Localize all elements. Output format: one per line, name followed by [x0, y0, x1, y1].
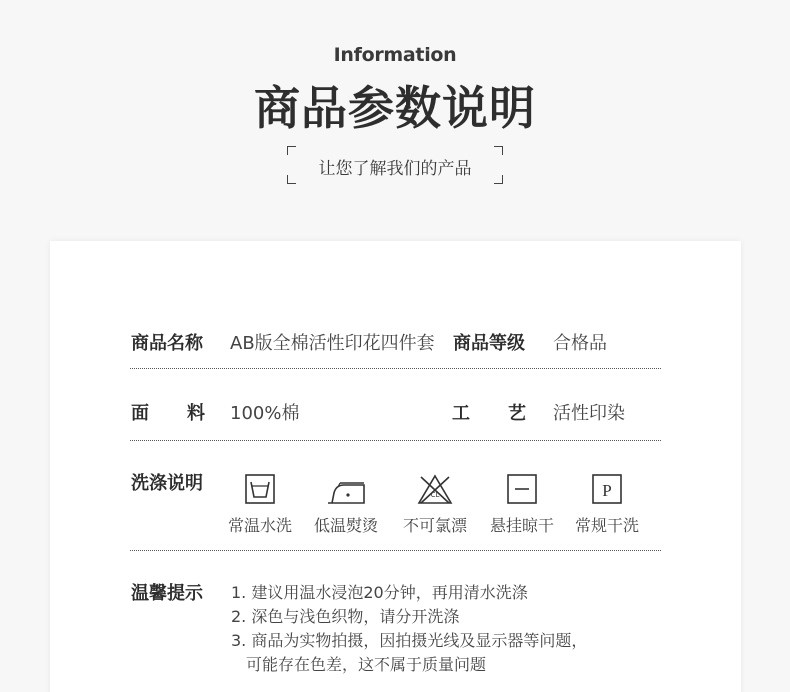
wash-icon-label: 不可氯漂 [402, 516, 467, 535]
wash-icon-label: 常温水洗 [227, 516, 292, 535]
wash-icon-item [569, 473, 645, 536]
fabric-label [131, 399, 205, 425]
divider [130, 440, 661, 441]
fabric-label-char-2: 料 [187, 403, 205, 424]
hang-dry-icon [506, 473, 538, 505]
page-title: 商品参数说明 [254, 81, 536, 135]
tip-line: 2. 深色与浅色织物，请分开洗涤 [231, 607, 460, 626]
wash-icon-item [222, 473, 298, 536]
product-name-value: AB版全棉活性印花四件套 [230, 333, 435, 354]
tip-line: 3. 商品为实物拍摄，因拍摄光线及显示器等问题， [231, 631, 588, 650]
divider [130, 550, 661, 551]
tip-line: 1. 建议用温水浸泡20分钟，再用清水洗涤 [231, 583, 528, 602]
subtitle-frame [287, 146, 503, 184]
low-temp-iron-icon [324, 473, 368, 505]
warm-water-wash-icon [244, 473, 276, 505]
page-header [0, 0, 790, 240]
info-card [50, 241, 741, 692]
wash-icon-label: 悬挂晾干 [489, 516, 554, 535]
subtitle: 让您了解我们的产品 [318, 159, 472, 179]
wash-icon-label: 常规干洗 [574, 516, 639, 535]
english-title: Information [333, 44, 457, 66]
divider [130, 368, 661, 369]
fabric-value: 100%棉 [230, 403, 300, 424]
craft-label-char-2: 艺 [508, 403, 526, 424]
product-grade-value: 合格品 [553, 333, 607, 354]
craft-label [452, 399, 526, 425]
wash-icon-item [308, 473, 384, 536]
tips-label: 温馨提示 [131, 583, 203, 604]
wash-icon-label: 低温熨烫 [313, 516, 378, 535]
no-bleach-icon [417, 473, 453, 505]
dry-clean-p-icon [591, 473, 623, 505]
wash-instructions-label: 洗涤说明 [131, 473, 203, 494]
wash-icon-item [397, 473, 473, 536]
svg-text:CL: CL [430, 491, 440, 499]
tips-list [231, 581, 587, 677]
product-grade-label: 商品等级 [453, 333, 525, 354]
wash-icon-item [484, 473, 560, 536]
svg-text:P: P [602, 481, 612, 500]
tip-line: 可能存在色差，这不属于质量问题 [246, 655, 487, 674]
product-name-label: 商品名称 [131, 333, 203, 354]
fabric-label-char-1: 面 [131, 403, 149, 424]
craft-value: 活性印染 [553, 403, 625, 424]
craft-label-char-1: 工 [452, 403, 470, 424]
